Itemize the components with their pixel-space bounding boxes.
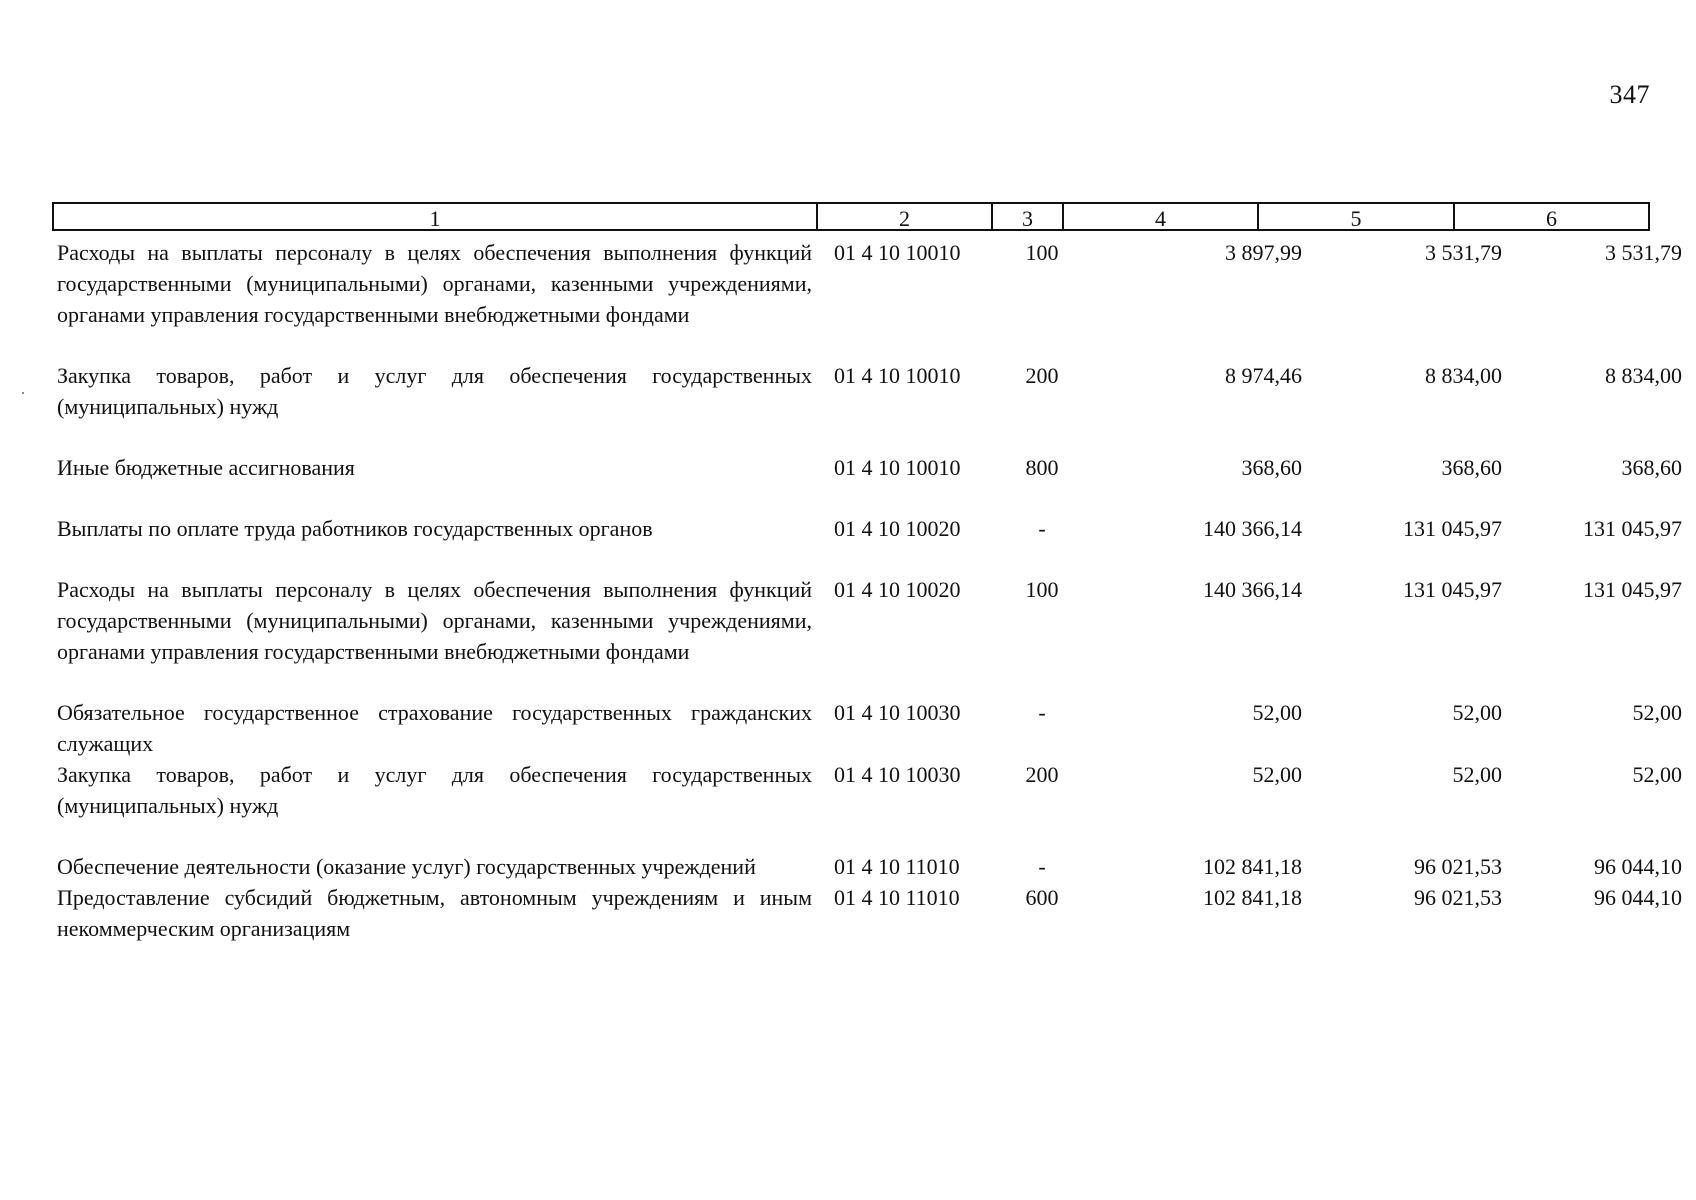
row-name: Обязательное государственное страхование государственных гражданских служащих xyxy=(57,700,812,756)
row-value-4: 8 974,46 xyxy=(1225,363,1302,388)
scan-speck xyxy=(22,392,24,394)
table-row xyxy=(52,851,1682,882)
page-number: 347 xyxy=(1609,80,1650,109)
row-code: 01 4 10 11010 xyxy=(834,854,960,879)
table-row xyxy=(52,360,1682,422)
row-code: 01 4 10 10030 xyxy=(834,700,961,725)
header-col-5: 5 xyxy=(1259,204,1455,229)
row-type: 100 xyxy=(1025,577,1059,602)
row-code: 01 4 10 10010 xyxy=(834,363,961,388)
row-type: - xyxy=(1038,516,1046,541)
table-body xyxy=(52,237,1682,944)
row-name: Расходы на выплаты персоналу в целях обеспечения выполнения функций государственными (муниципальными) органами, казенными учреждениями, органами управления государственными внебюджетными фондами xyxy=(57,240,812,327)
table-header xyxy=(52,202,1650,231)
row-name: Обеспечение деятельности (оказание услуг) государственных учреждений xyxy=(57,854,756,879)
row-value-5: 96 021,53 xyxy=(1414,885,1502,910)
row-type: 600 xyxy=(1025,885,1059,910)
row-name: Предоставление субсидий бюджетным, автономным учреждениям и иным некоммерческим организациям xyxy=(57,885,812,941)
row-value-4: 52,00 xyxy=(1252,700,1302,725)
row-value-4: 52,00 xyxy=(1252,762,1302,787)
row-code: 01 4 10 10020 xyxy=(834,577,961,602)
row-value-4: 140 366,14 xyxy=(1203,516,1302,541)
table-row xyxy=(52,759,1682,821)
row-code: 01 4 10 10030 xyxy=(834,762,961,787)
row-value-5: 96 021,53 xyxy=(1414,854,1502,879)
header-col-2: 2 xyxy=(818,204,993,229)
table-row xyxy=(52,574,1682,667)
row-name: Закупка товаров, работ и услуг для обеспечения государственных (муниципальных) нужд xyxy=(57,762,812,818)
table-row xyxy=(52,697,1682,759)
row-value-6: 52,00 xyxy=(1632,700,1682,725)
row-value-4: 140 366,14 xyxy=(1203,577,1302,602)
table-row xyxy=(52,513,1682,544)
row-value-4: 3 897,99 xyxy=(1225,240,1302,265)
row-value-5: 368,60 xyxy=(1441,455,1502,480)
row-value-6: 368,60 xyxy=(1621,455,1682,480)
table-row xyxy=(52,882,1682,944)
row-value-6: 96 044,10 xyxy=(1594,885,1682,910)
row-value-5: 3 531,79 xyxy=(1425,240,1502,265)
row-name: Иные бюджетные ассигнования xyxy=(57,455,355,480)
row-value-6: 96 044,10 xyxy=(1594,854,1682,879)
row-type: 200 xyxy=(1025,762,1059,787)
row-name: Закупка товаров, работ и услуг для обеспечения государственных (муниципальных) нужд xyxy=(57,363,812,419)
row-type: 100 xyxy=(1025,240,1059,265)
table-row xyxy=(52,237,1682,330)
header-col-1: 1 xyxy=(54,204,818,229)
row-code: 01 4 10 10010 xyxy=(834,240,961,265)
row-value-5: 52,00 xyxy=(1452,700,1502,725)
header-col-3: 3 xyxy=(993,204,1064,229)
row-type: 200 xyxy=(1025,363,1059,388)
row-name: Выплаты по оплате труда работников государственных органов xyxy=(57,516,653,541)
table-row xyxy=(52,452,1682,483)
row-value-6: 3 531,79 xyxy=(1605,240,1682,265)
row-code: 01 4 10 10020 xyxy=(834,516,961,541)
row-value-6: 131 045,97 xyxy=(1583,516,1682,541)
row-code: 01 4 10 10010 xyxy=(834,455,961,480)
row-name: Расходы на выплаты персоналу в целях обеспечения выполнения функций государственными (муниципальными) органами, казенными учреждениями, органами управления государственными внебюджетными фондами xyxy=(57,577,812,664)
row-value-4: 102 841,18 xyxy=(1203,885,1302,910)
row-value-5: 8 834,00 xyxy=(1425,363,1502,388)
row-type: - xyxy=(1038,854,1046,879)
header-col-4: 4 xyxy=(1064,204,1259,229)
row-type: - xyxy=(1038,700,1046,725)
header-col-6: 6 xyxy=(1546,206,1557,231)
row-value-5: 131 045,97 xyxy=(1403,516,1502,541)
row-value-6: 8 834,00 xyxy=(1605,363,1682,388)
row-value-6: 52,00 xyxy=(1632,762,1682,787)
row-value-5: 131 045,97 xyxy=(1403,577,1502,602)
row-value-5: 52,00 xyxy=(1452,762,1502,787)
row-type: 800 xyxy=(1025,455,1059,480)
row-value-4: 368,60 xyxy=(1241,455,1302,480)
row-code: 01 4 10 11010 xyxy=(834,885,960,910)
row-value-6: 131 045,97 xyxy=(1583,577,1682,602)
row-value-4: 102 841,18 xyxy=(1203,854,1302,879)
